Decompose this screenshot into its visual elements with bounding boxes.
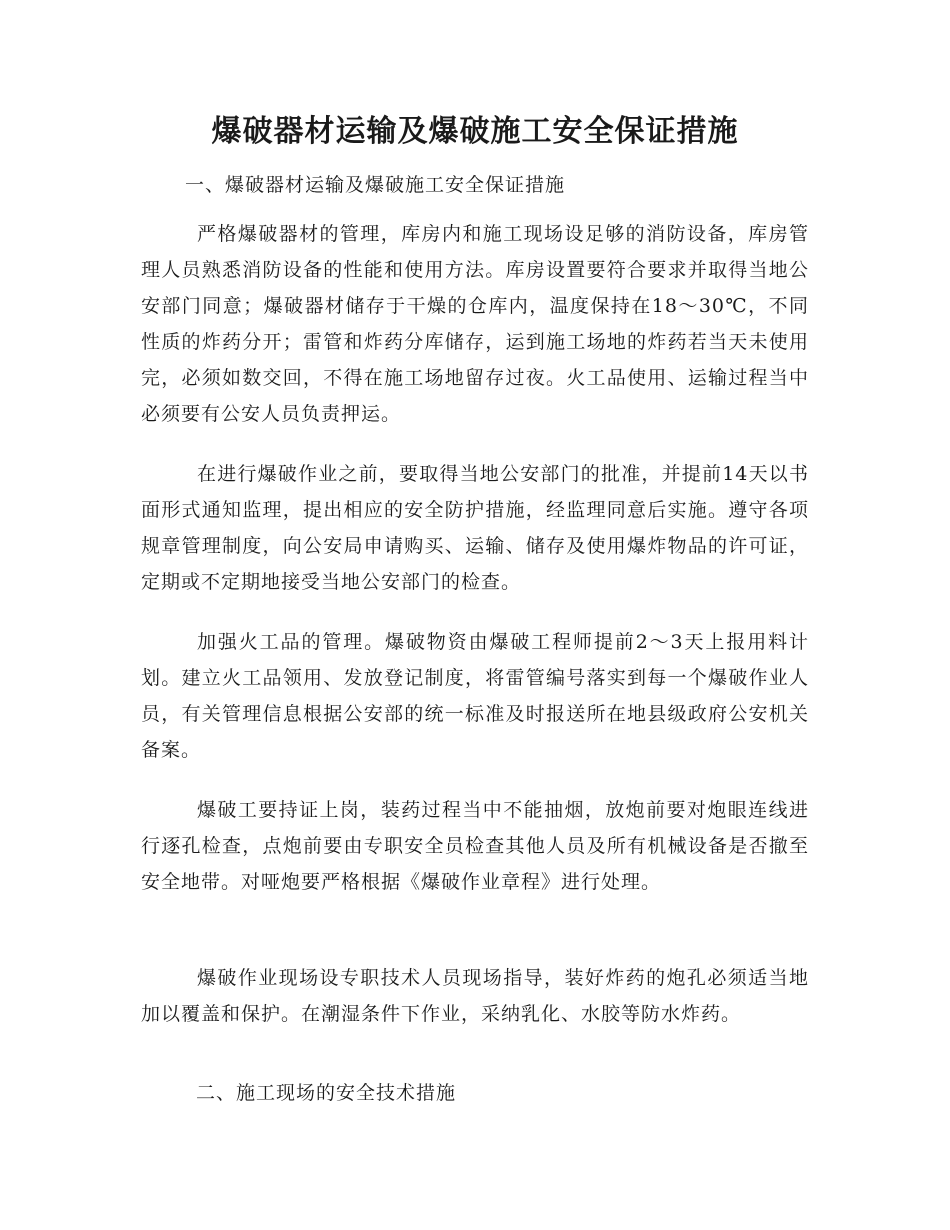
section-heading-2: 二、施工现场的安全技术措施 (196, 1082, 457, 1104)
section-heading-1: 一、爆破器材运输及爆破施工安全保证措施 (185, 174, 566, 196)
paragraph-explosive-storage: 严格爆破器材的管理，库房内和施工现场设足够的消防设备，库房管理人员熟悉消防设备的性能和使用方法。库房设置要符合要求并取得当地公安部门同意；爆破器材储存于干燥的仓库内，温度保持在18～30℃，不同性质的炸药分开；雷管和炸药分库储存，运到施工场地的炸药若当天未使用完，必须如数交回，不得在施工场地留存过夜。火工品使用、运输过程当中必须要有公安人员负责押运。 (141, 223, 809, 425)
paragraph-blasting-approval: 在进行爆破作业之前，要取得当地公安部门的批准，并提前14天以书面形式通知监理，提出相应的安全防护措施，经监理同意后实施。遵守各项规章管理制度，向公安局申请购买、运输、储存及使用爆炸物品的许可证，定期或不定期地接受当地公安部门的检查。 (141, 463, 809, 593)
paragraph-site-supervision: 爆破作业现场设专职技术人员现场指导，装好炸药的炮孔必须适当地加以覆盖和保护。在潮湿条件下作业，采纳乳化、水胶等防水炸药。 (141, 967, 809, 1025)
paragraph-blaster-certification: 爆破工要持证上岗，装药过程当中不能抽烟，放炮前要对炮眼连线进行逐孔检查，点炮前要由专职安全员检查其他人员及所有机械设备是否撤至安全地带。对哑炮要严格根据《爆破作业章程》进行处理。 (141, 799, 809, 893)
paragraph-materials-management: 加强火工品的管理。爆破物资由爆破工程师提前2～3天上报用料计划。建立火工品领用、发放登记制度，将雷管编号落实到每一个爆破作业人员，有关管理信息根据公安部的统一标准及时报送所在地县级政府公安机关备案。 (141, 631, 809, 761)
document-title: 爆破器材运输及爆破施工安全保证措施 (211, 114, 739, 149)
